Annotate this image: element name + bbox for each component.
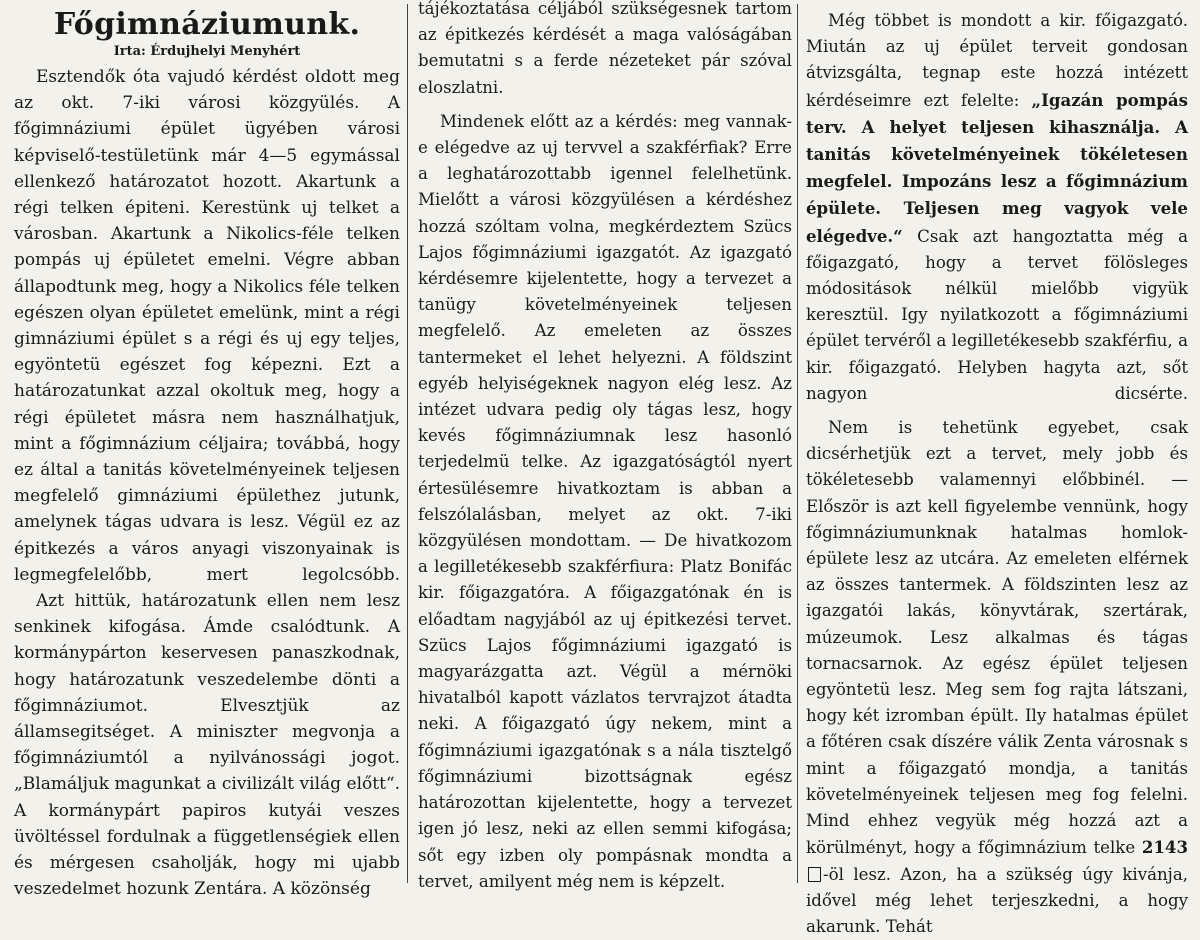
paragraph: Azt hittük, határozatunk ellen nem lesz senkinek kifogása. Ámde csalódtunk. A kormánypárton keservesen panaszkodnak, hogy határozatunk veszedelembe dönti a főgimnáziumot. Elvesztjük az államsegitséget. A miniszter megvonja a főgimnáziumtól a nyilvánossági jogot. „Blamáljuk magunkat a civilizált világ előtt“. A kormánypárt papiros kutyái veszes üvöltéssel fordulnak a függetlenségiek ellen és mérgesen csaholják, hogy mi ujabb veszedelmet hozunk Zentára. A közönség [14,591,400,900]
article-title: Főgimnáziumunk. [53,7,361,42]
paragraph-text: Nem is tehetünk egyebet, csak dicsérhetjük ezt a tervet, mely jobb és tökéletesebb valamennyi előbbinél. — Először is azt kell figyelembe vennünk, hogy főgimnáziumunknak hatalmas homlok-épülete lesz az utcára. Az emeleten elférnek az összes tantermek. A földszinten lesz az igazgatói lakás, könyvtárak, szertárak, múzeumok. Lesz alkalmas és tágas tornacsarnok. Az egész épület teljesen egyöntetü lesz. Meg sem fog rajta látszani, hogy két izromban épült. Ily hatalmas épület a főtéren csak díszére válik Zenta városnak s mint a főigazgató mondja, a tanitás követelményeinek teljesen meg fog felelni. Mind ehhez vegyük még hozzá azt a körülményt, hogy a főgimnázium telke [806,418,1188,858]
square-unit-symbol [808,867,821,882]
column-2 [418,0,792,891]
column-3 [806,0,1189,936]
paragraph [806,8,1188,407]
area-number: 2143 [1141,837,1188,858]
column-1 [14,0,400,900]
quotation-bold: „Igazán pompás terv. A helyet teljesen kihasználja. A tanitás követelményeinek tökéletesen megfelel. Impozáns lesz a főgimnázium épülete. Teljesen meg vagyok vele elégedve.“ [806,89,1189,246]
paragraph-text: -öl lesz. Azon, ha a szükség úgy kivánja, idővel még lehet terjeszkedni, a hogy akarunk. Tehát [806,864,1188,936]
paragraph-text: Csak azt hangoztatta még a főigazgató, hogy a tervet fölösleges módositások nélkül mielőbb vigyük keresztül. Igy nyilatkozott a főgimnáziumi épület tervéről a legilletékesebb szakférfiu, a kir. főigazgató. Helyben hagyta azt, sőt nagyon dicsérte. [806,226,1188,403]
paragraph-text: Még többet is mondott a kir. főigazgató. Miután az uj épület terveit gondosan átvizsgálta, tegnap este hozzá intézett kérdéseimre ezt felelte: [806,11,1188,110]
article-byline: Irta: Érdujhelyi Menyhért [113,44,301,59]
column-rule [797,4,798,883]
paragraph: Mindenek előtt az a kérdés: meg vannak-e elégedve az uj tervvel a szakférfiak? Erre a leghatározottabb igennel felelhetünk. Mielőtt a városi közgyülésen a kérdéshez hozzá szóltam volna, megkérdeztem Szücs Lajos főgimnáziumi igazgatót. Az igazgató kérdésemre kijelentette, hogy a tervezet a tanügy követelményeinek teljesen megfelelő. Az emeleten az összes tantermeket el lehet helyezni. A földszint egyéb helyiségeknek nagyon elég lesz. Az intézet udvara pedig oly tágas lesz, hogy kevés főgimnáziumnak lesz hasonló terjedelmü telke. Az igazgatóságtól nyert értesülésemre hivatkoztam is abban a felszólalásban, melyet az okt. 7-iki közgyülésen mondottam. — De hivatkozom a legilletékesebb szakférfiura: Platz Bonifác kir. főigazgatóra. A főigazgatónak én is előadtam nagyjából az uj épitkezési tervet. Szücs Lajos főgimnáziumi igazgató is magyarázgatta azt. Végül a mérnöki hivatalból kapott vázlatos tervrajzot átadta neki. A főigazgató úgy nekem, mint a főgimnáziumi igazgatónak s a nála tisztelgő főgimnáziumi bizottságnak egész határozottan kijelentette, hogy a tervezet igen jó lesz, neki az ellen semmi kifogása; sőt egy izben oly pompásnak mondta a tervet, amilyent még nem is képzelt. [418,111,792,891]
paragraph: tájékoztatása céljából szükségesnek tartom az épitkezés kérdését a maga valóságában bemutatni s a ferde nézeteket pár szóval eloszlatni. [418,0,792,97]
column-rule [407,4,408,883]
paragraph: Esztendők óta vajudó kérdést oldott meg az okt. 7-iki városi közgyülés. A főgimnáziumi épület ügyében városi képviselő-testületünk már 4—5 egymással ellenkező határozatot hozott. Akartunk a régi telken épiteni. Kerestünk uj telket a városban. Akartunk a Nikolics-féle telken pompás uj épületet emelni. Végre abban állapodtunk meg, hogy a Nikolics féle telken egészen olyan épületet emelünk, mint a régi gimnáziumi épület s a régi és uj egy teljes, egyöntetü egészet fog képezni. Ezt a határozatunkat azzal okoltuk meg, hogy a régi épületet másra nem használhatjuk, mint a főgimnázium céljaira; továbbá, hogy ez által a tanitás követelményeinek teljesen megfelelő gimnáziumi épülethez jutunk, amelynek tágas udvara is lesz. Végül ez az épitkezés a város anyagi viszonyainak is legmegfelelőbb, mert legolcsóbb. [14,67,400,585]
paragraph [806,415,1188,940]
